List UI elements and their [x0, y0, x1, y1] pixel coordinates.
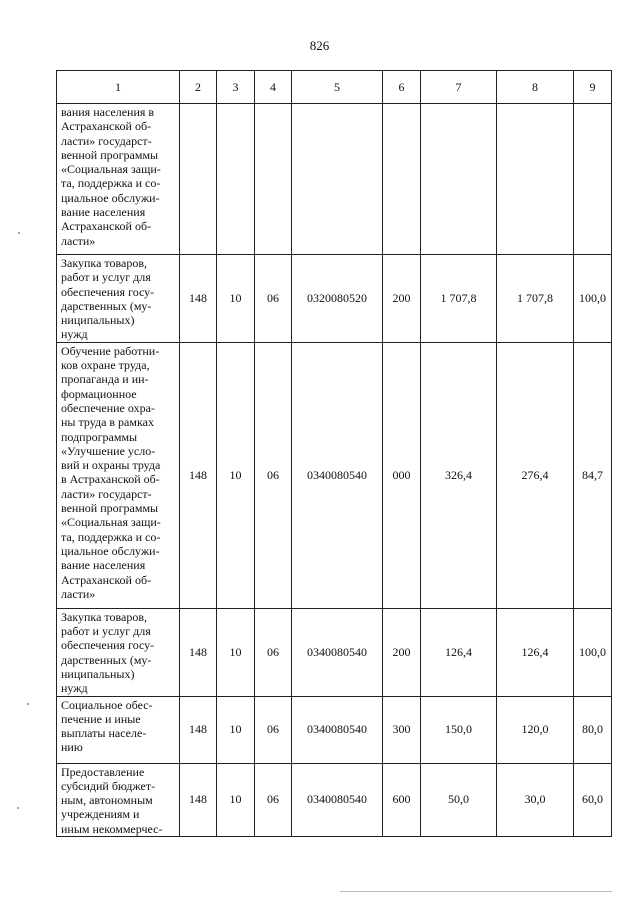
row-name-line: Астраханской об-	[61, 572, 152, 587]
row-value-cell: 200	[383, 608, 421, 696]
row-name-line: Предоставление	[61, 764, 145, 779]
budget-table	[56, 70, 612, 837]
row-name-line: работ и услуг для	[61, 270, 151, 285]
column-header: 8	[497, 71, 574, 104]
table-row	[57, 255, 612, 343]
row-name-line: Закупка товаров,	[61, 256, 147, 270]
row-value-cell: 84,7	[574, 342, 612, 608]
table-row	[57, 696, 612, 763]
table-row	[57, 608, 612, 696]
row-name-line: циальное обслужи-	[61, 543, 160, 558]
row-name-line: иным некоммерчес-	[61, 821, 163, 836]
row-name-line: подпрограммы	[61, 429, 138, 444]
row-value-cell	[217, 104, 255, 255]
row-name-line: вание населения	[61, 558, 146, 573]
row-value-cell: 06	[255, 608, 292, 696]
row-value-cell: 10	[217, 608, 255, 696]
row-name-line: ласти» государст-	[61, 133, 152, 148]
row-name-line: нужд	[61, 681, 88, 696]
row-name-line: венной программы	[61, 501, 159, 516]
row-value-cell: 0340080540	[292, 696, 383, 763]
row-value-cell: 126,4	[421, 608, 497, 696]
row-name-line: вания населения в	[61, 105, 155, 119]
column-header: 9	[574, 71, 612, 104]
row-name-line: выплаты населе-	[61, 726, 147, 741]
row-name-line: «Улучшение усло-	[61, 443, 156, 458]
row-name-line: «Социальная защи-	[61, 515, 161, 530]
row-name-line: нию	[61, 740, 83, 755]
row-name-line: та, поддержка и со-	[61, 529, 161, 544]
row-name-line: ласти»	[61, 586, 96, 601]
row-name-line: венной программы	[61, 147, 159, 162]
row-value-cell: 148	[180, 342, 217, 608]
row-name-cell	[57, 255, 180, 343]
row-value-cell	[421, 104, 497, 255]
row-value-cell: 60,0	[574, 763, 612, 836]
column-header: 6	[383, 71, 421, 104]
row-name-line: дарственных (му-	[61, 652, 152, 667]
row-name-cell	[57, 104, 180, 255]
row-name-line: работ и услуг для	[61, 624, 151, 639]
row-name-line: ласти» государст-	[61, 486, 152, 501]
row-name-line: Обучение работни-	[61, 343, 160, 358]
row-name-line: в Астраханской об-	[61, 472, 160, 487]
row-value-cell: 126,4	[497, 608, 574, 696]
row-name-line: ны труда в рамках	[61, 415, 154, 430]
row-value-cell: 276,4	[497, 342, 574, 608]
row-name-line: ниципальных)	[61, 666, 135, 681]
row-value-cell: 06	[255, 255, 292, 343]
row-value-cell	[292, 104, 383, 255]
row-name-line: ниципальных)	[61, 313, 135, 328]
column-header: 5	[292, 71, 383, 104]
row-value-cell: 50,0	[421, 763, 497, 836]
row-value-cell: 1 707,8	[421, 255, 497, 343]
row-value-cell	[383, 104, 421, 255]
row-name-line: вание населения	[61, 205, 146, 220]
row-value-cell	[574, 104, 612, 255]
row-value-cell: 10	[217, 342, 255, 608]
row-name-line: Астраханской об-	[61, 219, 152, 234]
table-row	[57, 104, 612, 255]
bottom-rule	[340, 891, 612, 892]
row-value-cell: 148	[180, 763, 217, 836]
row-value-cell	[497, 104, 574, 255]
row-value-cell: 150,0	[421, 696, 497, 763]
table-header-row	[57, 71, 612, 104]
column-header: 4	[255, 71, 292, 104]
row-value-cell: 148	[180, 608, 217, 696]
row-value-cell: 600	[383, 763, 421, 836]
row-value-cell: 06	[255, 342, 292, 608]
row-value-cell: 326,4	[421, 342, 497, 608]
row-value-cell: 100,0	[574, 608, 612, 696]
row-name-line: ным, автономным	[61, 793, 153, 808]
row-value-cell: 06	[255, 696, 292, 763]
row-name-line: Астраханской об-	[61, 119, 152, 134]
row-name-line: субсидий бюджет-	[61, 778, 156, 793]
row-name-line: та, поддержка и со-	[61, 176, 161, 191]
scan-speck	[17, 807, 19, 809]
row-value-cell: 10	[217, 255, 255, 343]
row-name-line: Социальное обес-	[61, 697, 153, 712]
row-name-line: обеспечение охра-	[61, 400, 155, 415]
page-number: 826	[309, 38, 330, 53]
row-value-cell	[180, 104, 217, 255]
row-value-cell: 06	[255, 763, 292, 836]
row-value-cell: 0340080540	[292, 342, 383, 608]
row-value-cell: 30,0	[497, 763, 574, 836]
scan-speck	[18, 232, 20, 234]
row-value-cell: 148	[180, 255, 217, 343]
row-name-cell	[57, 763, 180, 836]
column-header: 7	[421, 71, 497, 104]
row-name-line: нужд	[61, 327, 88, 342]
row-name-line: ков охране труда,	[61, 358, 150, 373]
row-value-cell	[255, 104, 292, 255]
row-value-cell: 148	[180, 696, 217, 763]
row-name-line: циальное обслужи-	[61, 190, 160, 205]
table-row	[57, 763, 612, 836]
row-value-cell: 1 707,8	[497, 255, 574, 343]
row-name-line: обеспечения госу-	[61, 638, 155, 653]
row-name-line: дарственных (му-	[61, 298, 152, 313]
row-name-line: печение и иные	[61, 711, 141, 726]
row-value-cell: 10	[217, 763, 255, 836]
row-value-cell: 100,0	[574, 255, 612, 343]
column-header: 3	[217, 71, 255, 104]
row-name-line: вий и охраны труда	[61, 458, 161, 473]
row-name-line: пропаганда и ин-	[61, 372, 149, 387]
row-value-cell: 10	[217, 696, 255, 763]
row-name-cell	[57, 696, 180, 763]
row-name-cell	[57, 342, 180, 608]
row-name-line: формационное	[61, 386, 137, 401]
row-value-cell: 0340080540	[292, 608, 383, 696]
row-value-cell: 80,0	[574, 696, 612, 763]
row-value-cell: 120,0	[497, 696, 574, 763]
row-value-cell: 0320080520	[292, 255, 383, 343]
row-name-cell	[57, 608, 180, 696]
row-value-cell: 000	[383, 342, 421, 608]
row-value-cell: 300	[383, 696, 421, 763]
row-value-cell: 0340080540	[292, 763, 383, 836]
row-name-line: ласти»	[61, 233, 96, 248]
table-row	[57, 342, 612, 608]
row-name-line: учреждениям и	[61, 807, 140, 822]
scan-speck	[27, 703, 29, 705]
row-value-cell: 200	[383, 255, 421, 343]
column-header: 1	[57, 71, 180, 104]
row-name-line: обеспечения госу-	[61, 284, 155, 299]
row-name-line: Закупка товаров,	[61, 609, 147, 624]
row-name-line: «Социальная защи-	[61, 162, 161, 177]
column-header: 2	[180, 71, 217, 104]
